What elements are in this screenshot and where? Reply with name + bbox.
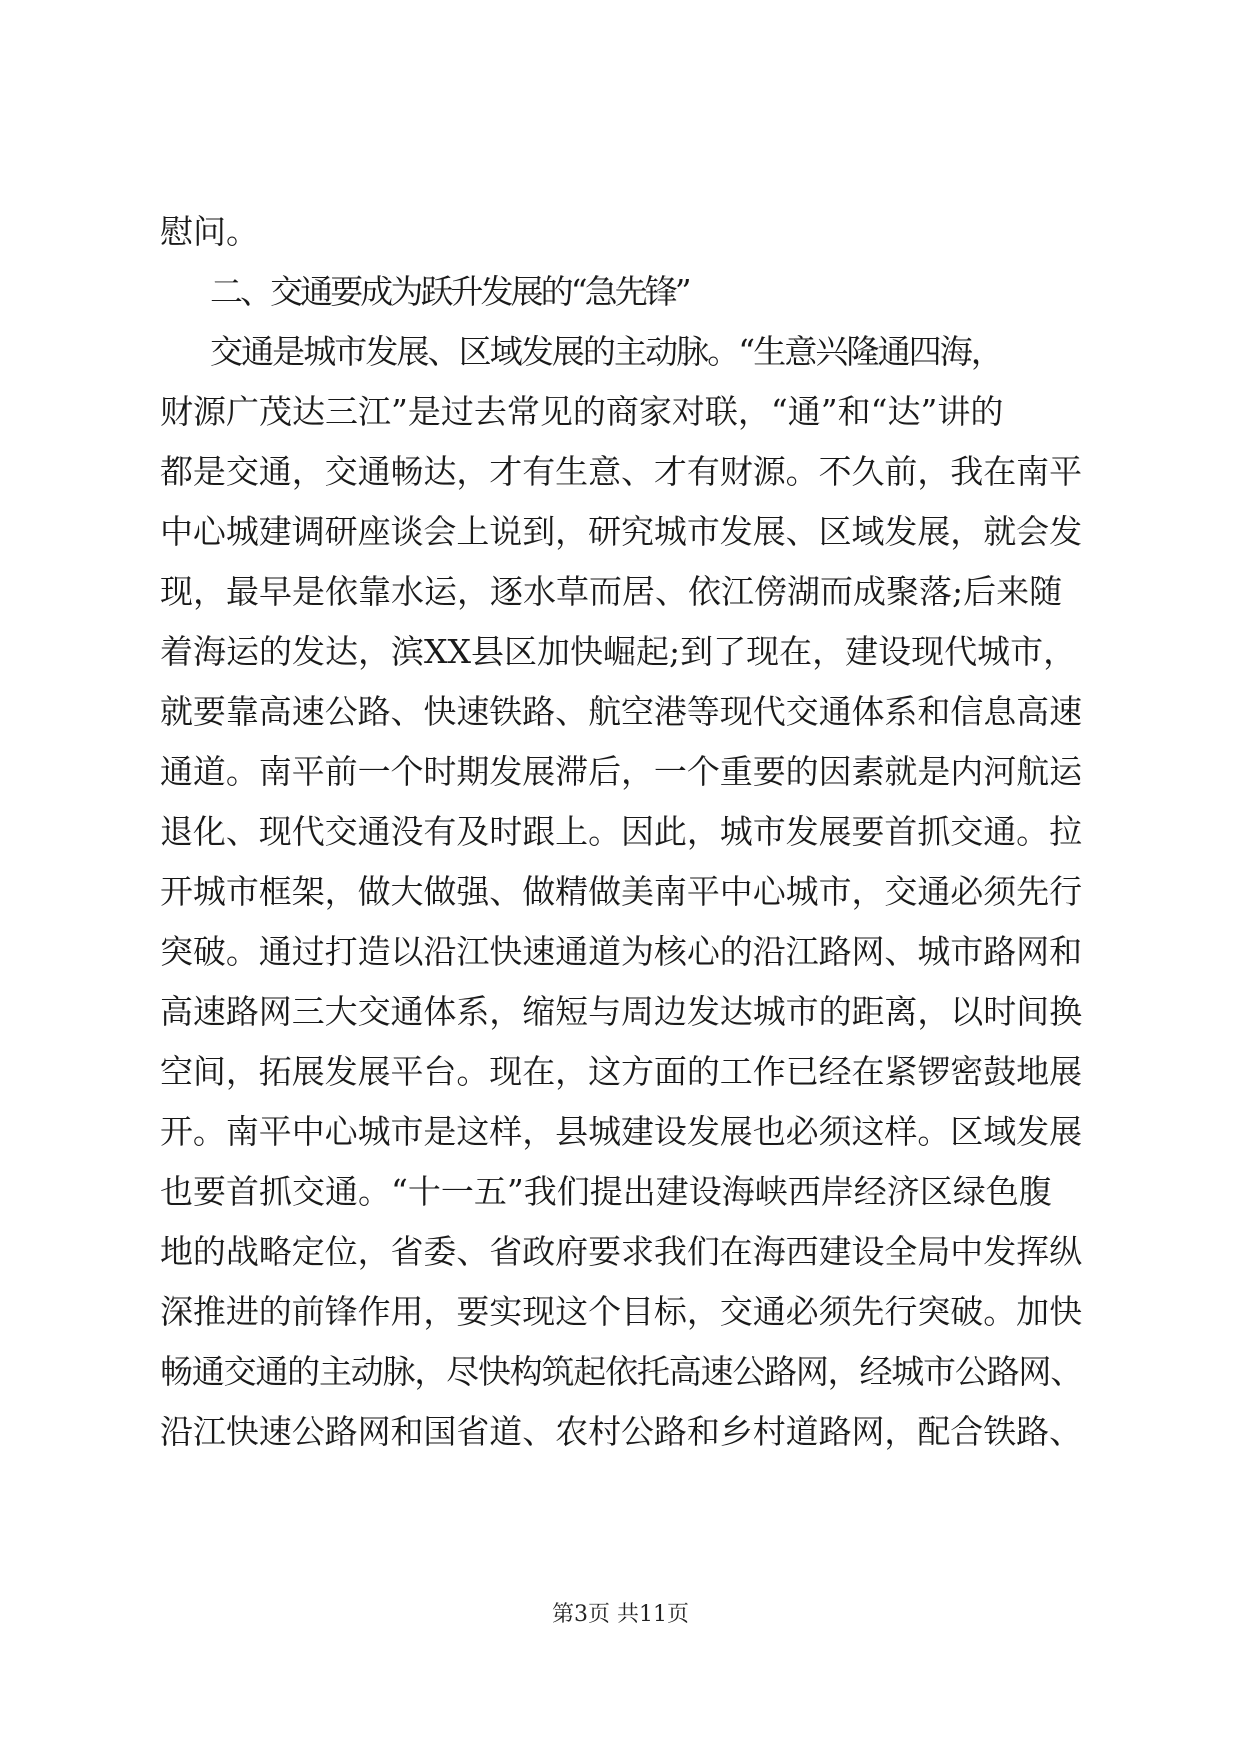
body-line: 深推进的前锋作用，要实现这个目标，交通必须先行突破。加快 bbox=[160, 1292, 1082, 1331]
page-number-footer: 第3页 共11页 bbox=[552, 1602, 689, 1627]
body-line: 畅通交通的主动脉，尽快构筑起依托高速公路网，经城市公路网、 bbox=[160, 1352, 1082, 1391]
body-line: 就要靠高速公路、快速铁路、航空港等现代交通体系和信息高速 bbox=[160, 692, 1082, 731]
body-line: 突破。通过打造以沿江快速通道为核心的沿江路网、城市路网和 bbox=[160, 932, 1082, 971]
body-line: 空间，拓展发展平台。现在，这方面的工作已经在紧锣密鼓地展 bbox=[160, 1052, 1082, 1091]
body-line: 退化、现代交通没有及时跟上。因此，城市发展要首抓交通。拉 bbox=[160, 812, 1082, 851]
body-line: 高速路网三大交通体系，缩短与周边发达城市的距离，以时间换 bbox=[160, 992, 1082, 1031]
body-line: 现，最早是依靠水运，逐水草而居、依江傍湖而成聚落;后来随 bbox=[160, 572, 1063, 611]
body-line: 财源广茂达三江”是过去常见的商家对联，“通”和“达”讲的 bbox=[160, 392, 1004, 431]
body-line: 开城市框架，做大做强、做精做美南平中心城市，交通必须先行 bbox=[160, 872, 1082, 911]
body-line: 地的战略定位，省委、省政府要求我们在海西建设全局中发挥纵 bbox=[160, 1232, 1082, 1271]
body-line: 开。南平中心城市是这样，县城建设发展也必须这样。区域发展 bbox=[160, 1112, 1082, 1151]
body-line: 中心城建调研座谈会上说到，研究城市发展、区域发展，就会发 bbox=[160, 512, 1082, 551]
body-line: 着海运的发达，滨XX县区加快崛起;到了现在，建设现代城市， bbox=[160, 632, 1077, 671]
section-heading: 二、交通要成为跃升发展的“急先锋” bbox=[210, 272, 689, 311]
body-line: 也要首抓交通。“十一五”我们提出建设海峡西岸经济区绿色腹 bbox=[160, 1172, 1052, 1211]
body-line: 都是交通，交通畅达，才有生意、才有财源。不久前，我在南平 bbox=[160, 452, 1082, 491]
body-line: 交通是城市发展、区域发展的主动脉。“生意兴隆通四海， bbox=[210, 332, 1002, 371]
body-line: 沿江快速公路网和国省道、农村公路和乡村道路网，配合铁路、 bbox=[160, 1412, 1082, 1451]
body-line: 通道。南平前一个时期发展滞后，一个重要的因素就是内河航运 bbox=[160, 752, 1082, 791]
body-line: 慰问。 bbox=[160, 212, 259, 251]
